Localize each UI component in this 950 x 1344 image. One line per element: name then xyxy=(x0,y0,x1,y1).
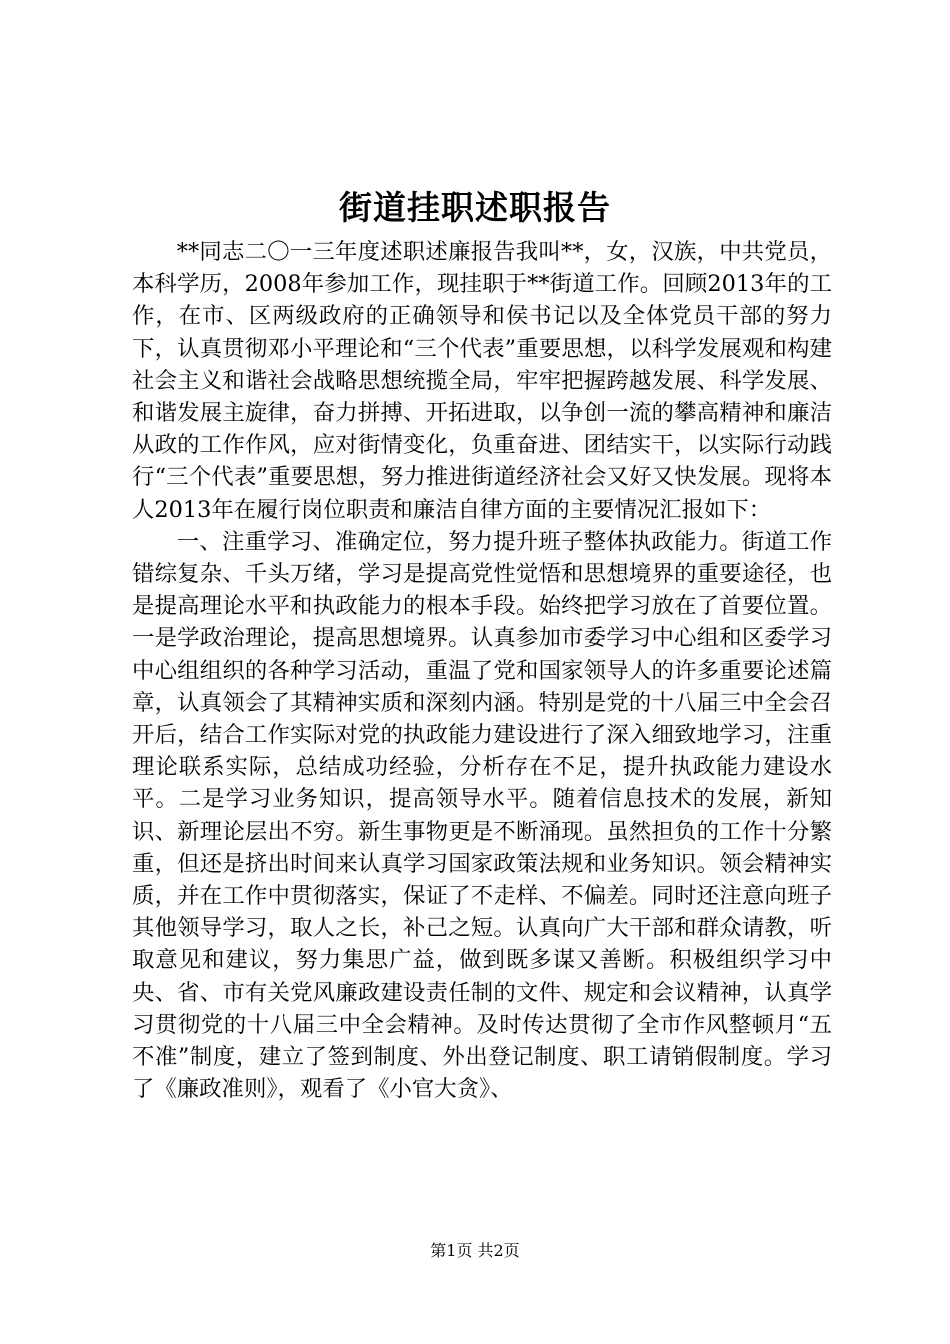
document-title: 街道挂职述职报告 xyxy=(339,188,611,227)
body-paragraph: 一、注重学习、准确定位，努力提升班子整体执政能力。街道工作错综复杂、千头万绪，学习是提高党性觉悟和思想境界的重要途径，也是提高理论水平和执政能力的根本手段。始终把学习放在了首要位置。一是学政治理论，提高思想境界。认真参加市委学习中心组和区委学习中心组组织的各种学习活动，重温了党和国家领导人的许多重要论述篇章，认真领会了其精神实质和深刻内涵。特别是党的十八届三中全会召开后，结合工作实际对党的执政能力建设进行了深入细致地学习，注重理论联系实际，总结成功经验，分析存在不足，提升执政能力建设水平。二是学习业务知识，提高领导水平。随着信息技术的发展，新知识、新理论层出不穷。新生事物更是不断涌现。虽然担负的工作十分繁重，但还是挤出时间来认真学习国家政策法规和业务知识。领会精神实质，并在工作中贯彻落实，保证了不走样、不偏差。同时还注意向班子其他领导学习，取人之长，补己之短。认真向广大干部和群众请教，听取意见和建议，努力集思广益，做到既多谋又善断。积极组织学习中央、省、市有关党风廉政建设责任制的文件、规定和会议精神，认真学习贯彻党的十八届三中全会精神。及时传达贯彻了全市作风整顿月“五不准”制度，建立了签到制度、外出登记制度、职工请销假制度。学习了《廉政准则》，观看了《小官大贪》、 xyxy=(132,528,832,1103)
document-body xyxy=(132,236,832,1105)
body-paragraph: **同志二〇一三年度述职述廉报告我叫**，女，汉族，中共党员，本科学历，2008年参加工作，现挂职于**街道工作。回顾2013年的工作，在市、区两级政府的正确领导和侯书记以及全体党员干部的努力下，认真贯彻邓小平理论和“三个代表”重要思想，以科学发展观和构建社会主义和谐社会战略思想统揽全局，牢牢把握跨越发展、科学发展、和谐发展主旋律，奋力拼搏、开拓进取，以争创一流的攀高精神和廉洁从政的工作作风，应对街情变化，负重奋进、团结实干，以实际行动践行“三个代表”重要思想，努力推进街道经济社会又好又快发展。现将本人2013年在履行岗位职责和廉洁自律方面的主要情况汇报如下： xyxy=(132,239,832,523)
page-number-footer: 第1页 共2页 xyxy=(430,1241,520,1260)
